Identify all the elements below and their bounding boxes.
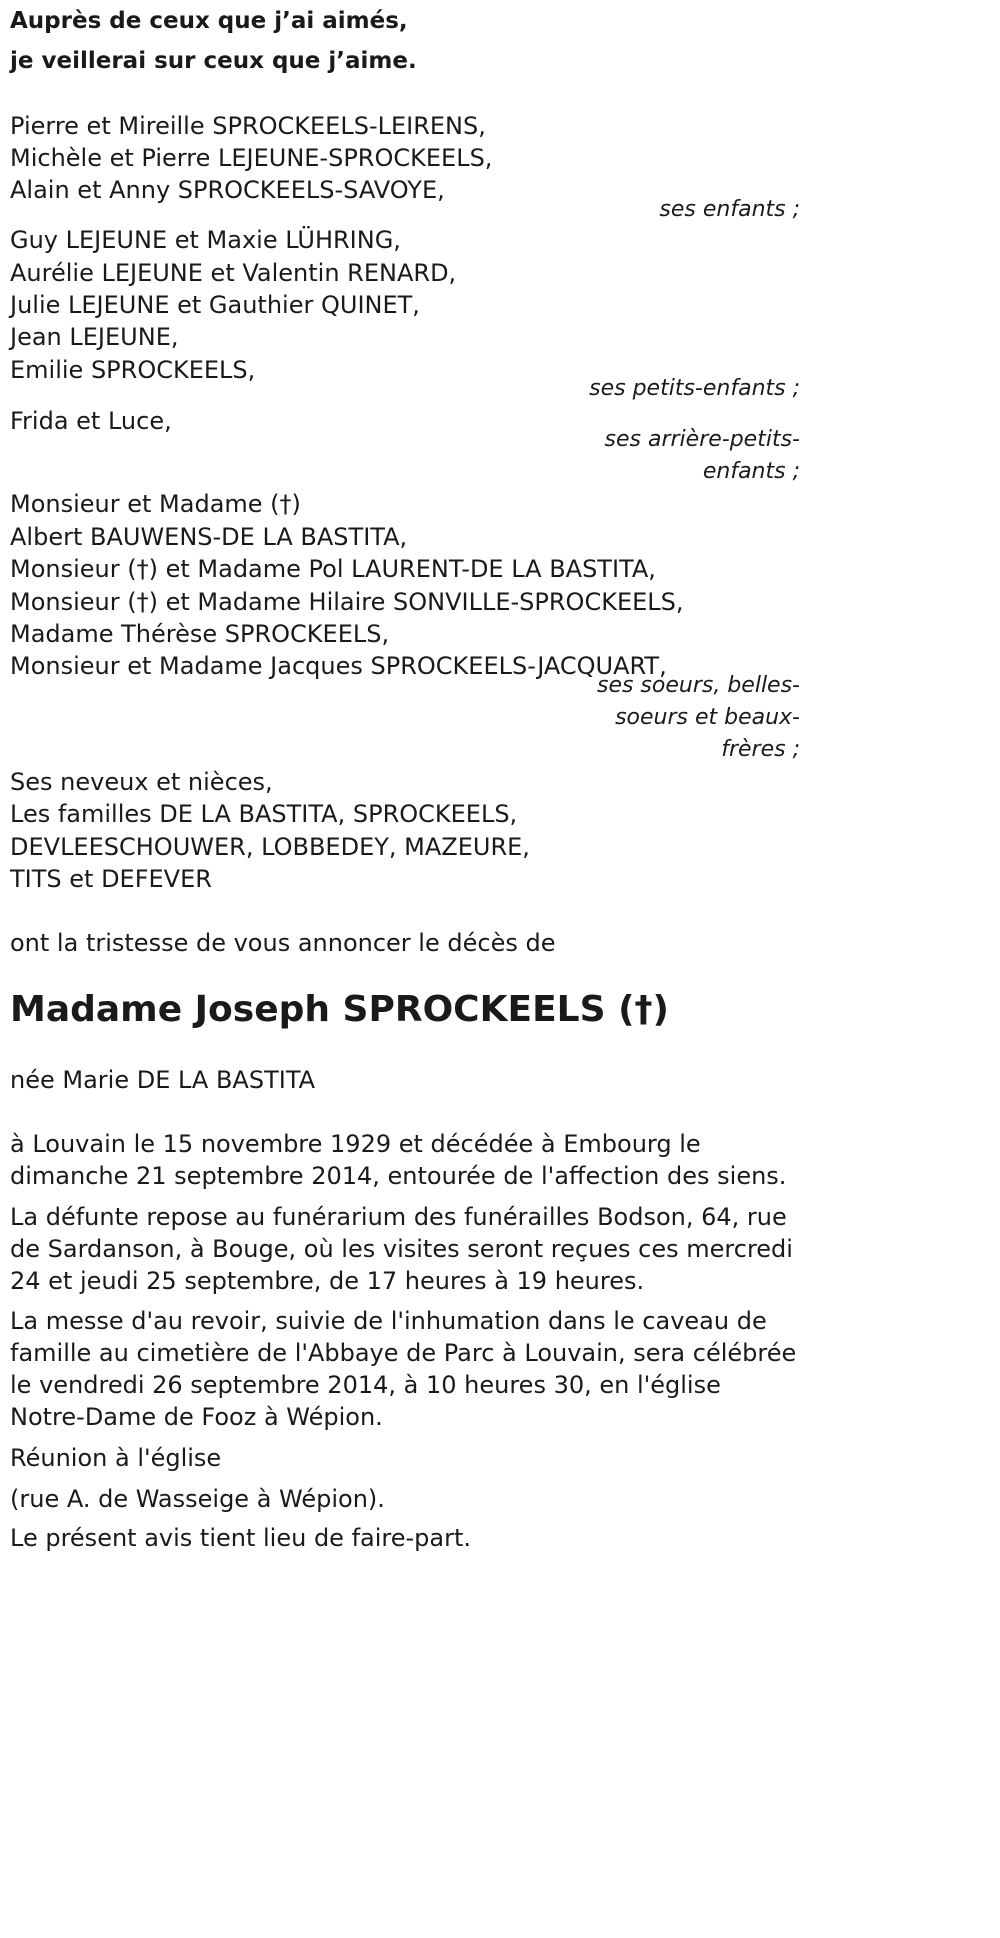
family-member: Emilie SPROCKEELS,	[10, 356, 256, 384]
paragraph-dates: à Louvain le 15 novembre 1929 et décédée à Embourg le dimanche 21 septembre 2014, entourée de l'affection des siens.	[10, 1130, 787, 1190]
paragraph-gathering: Réunion à l'église	[10, 1444, 222, 1472]
epigraph-line: Auprès de ceux que j’ai aimés,	[10, 8, 408, 34]
relationship-label: soeurs et beaux-	[615, 705, 800, 730]
family-member: DEVLEESCHOUWER, LOBBEDEY, MAZEURE,	[10, 833, 530, 861]
relationship-label: enfants ;	[702, 459, 800, 484]
family-member: TITS et DEFEVER	[10, 865, 212, 893]
family-member: Aurélie LEJEUNE et Valentin RENARD,	[10, 259, 457, 287]
birth-name: née Marie DE LA BASTITA	[10, 1066, 316, 1094]
relationship-label: ses arrière-petits-	[604, 427, 800, 452]
family-member: Michèle et Pierre LEJEUNE-SPROCKEELS,	[10, 144, 493, 172]
deceased-name: Madame Joseph SPROCKEELS (†)	[10, 989, 669, 1030]
family-member: Monsieur (†) et Madame Pol LAURENT-DE LA BASTITA,	[10, 555, 656, 583]
family-member: Pierre et Mireille SPROCKEELS-LEIRENS,	[10, 112, 486, 140]
paragraph-address: (rue A. de Wasseige à Wépion).	[10, 1485, 385, 1513]
relationship-label: ses soeurs, belles-	[596, 673, 800, 698]
family-member: Monsieur (†) et Madame Hilaire SONVILLE-SPROCKEELS,	[10, 588, 684, 616]
family-member: Albert BAUWENS-DE LA BASTITA,	[10, 523, 408, 551]
family-member: Alain et Anny SPROCKEELS-SAVOYE,	[10, 176, 445, 204]
family-member: Les familles DE LA BASTITA, SPROCKEELS,	[10, 800, 518, 828]
family-member: Ses neveux et nièces,	[10, 768, 273, 796]
family-member: Monsieur et Madame Jacques SPROCKEELS-JACQUART,	[10, 652, 667, 680]
family-member: Jean LEJEUNE,	[10, 323, 179, 351]
family-member: Monsieur et Madame (†)	[10, 490, 301, 518]
family-member: Frida et Luce,	[10, 407, 172, 435]
paragraph-notice: Le présent avis tient lieu de faire-part.	[10, 1524, 472, 1552]
announcement-text: ont la tristesse de vous annoncer le décès de	[10, 929, 556, 957]
epigraph-line: je veillerai sur ceux que j’aime.	[10, 48, 417, 74]
family-member: Julie LEJEUNE et Gauthier QUINET,	[10, 291, 420, 319]
relationship-label: frères ;	[721, 737, 800, 762]
family-member: Guy LEJEUNE et Maxie LÜHRING,	[10, 226, 401, 254]
relationship-label: ses petits-enfants ;	[589, 376, 800, 401]
paragraph-visitation: La défunte repose au funérarium des funérailles Bodson, 64, rue de Sardanson, à Bouge, où les visites seront reçues ces mercredi 24 et jeudi 25 septembre, de 17 heures à 19 heures.	[10, 1203, 793, 1295]
relationship-label: ses enfants ;	[659, 197, 800, 222]
family-member: Madame Thérèse SPROCKEELS,	[10, 620, 390, 648]
paragraph-funeral: La messe d'au revoir, suivie de l'inhumation dans le caveau de famille au cimetière de l'Abbaye de Parc à Louvain, sera célébrée le vendredi 26 septembre 2014, à 10 heures 30, en l'église Notre-Dame de Fooz à Wépion.	[10, 1307, 797, 1431]
